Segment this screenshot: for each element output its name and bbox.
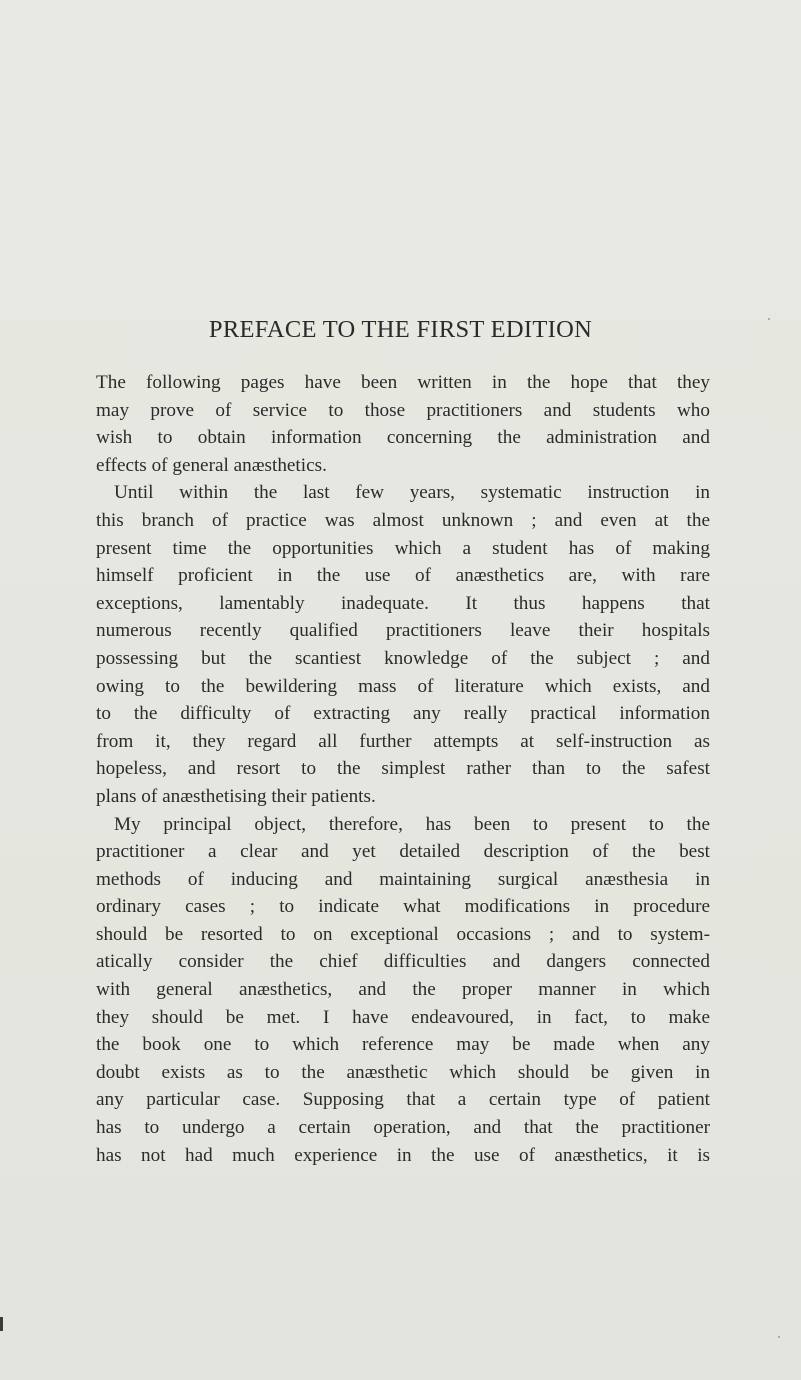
- text-line: they should be met. I have endeavoured, in fact, to make: [96, 1006, 710, 1028]
- text-line: effects of general anæsthetics.: [96, 454, 327, 476]
- text-line: any particular case. Supposing that a certain type of patient: [96, 1089, 710, 1111]
- preface-body: [96, 369, 710, 1169]
- text-line: has not had much experience in the use of anæsthetics, it is: [96, 1144, 710, 1166]
- text-line: to the difficulty of extracting any really practical information: [96, 703, 710, 725]
- text-line: present time the opportunities which a student has of making: [96, 537, 710, 559]
- text-line: with general anæsthetics, and the proper manner in which: [96, 979, 710, 1001]
- text-line: numerous recently qualified practitioners leave their hospitals: [96, 620, 710, 642]
- text-line: wish to obtain information concerning the administration and: [96, 427, 710, 449]
- text-line: possessing but the scantiest knowledge of the subject ; and: [96, 647, 710, 669]
- text-line: doubt exists as to the anæsthetic which should be given in: [96, 1061, 710, 1083]
- paper-speck: [768, 318, 770, 320]
- text-line: methods of inducing and maintaining surgical anæsthesia in: [96, 868, 710, 890]
- text-line: ordinary cases ; to indicate what modifications in procedure: [96, 896, 710, 918]
- text-line: himself proficient in the use of anæsthetics are, with rare: [96, 565, 710, 587]
- text-line: hopeless, and resort to the simplest rather than to the safest: [96, 758, 710, 780]
- text-line: plans of anæsthetising their patients.: [96, 785, 376, 807]
- text-line: from it, they regard all further attempts at self-instruction as: [96, 730, 710, 752]
- text-line: practitioner a clear and yet detailed description of the best: [96, 841, 710, 863]
- text-line: exceptions, lamentably inadequate. It thus happens that: [96, 592, 710, 614]
- text-line: Until within the last few years, systematic instruction in: [114, 482, 710, 504]
- paper-speck: [778, 1336, 780, 1338]
- text-line: may prove of service to those practitioners and students who: [96, 399, 710, 421]
- text-line: has to undergo a certain operation, and that the practitioner: [96, 1117, 710, 1139]
- text-line: The following pages have been written in the hope that they: [96, 372, 710, 393]
- text-line: this branch of practice was almost unknown ; and even at the: [96, 509, 710, 531]
- text-line: should be resorted to on exceptional occasions ; and to system-: [96, 923, 710, 945]
- text-line: owing to the bewildering mass of literature which exists, and: [96, 675, 710, 697]
- page-title: PREFACE TO THE FIRST EDITION: [208, 316, 593, 343]
- text-line: the book one to which reference may be made when any: [96, 1034, 710, 1056]
- text-line: atically consider the chief difficulties and dangers connected: [96, 951, 710, 973]
- text-line: My principal object, therefore, has been to present to the: [114, 813, 710, 835]
- page-edge-mark: [0, 1317, 3, 1331]
